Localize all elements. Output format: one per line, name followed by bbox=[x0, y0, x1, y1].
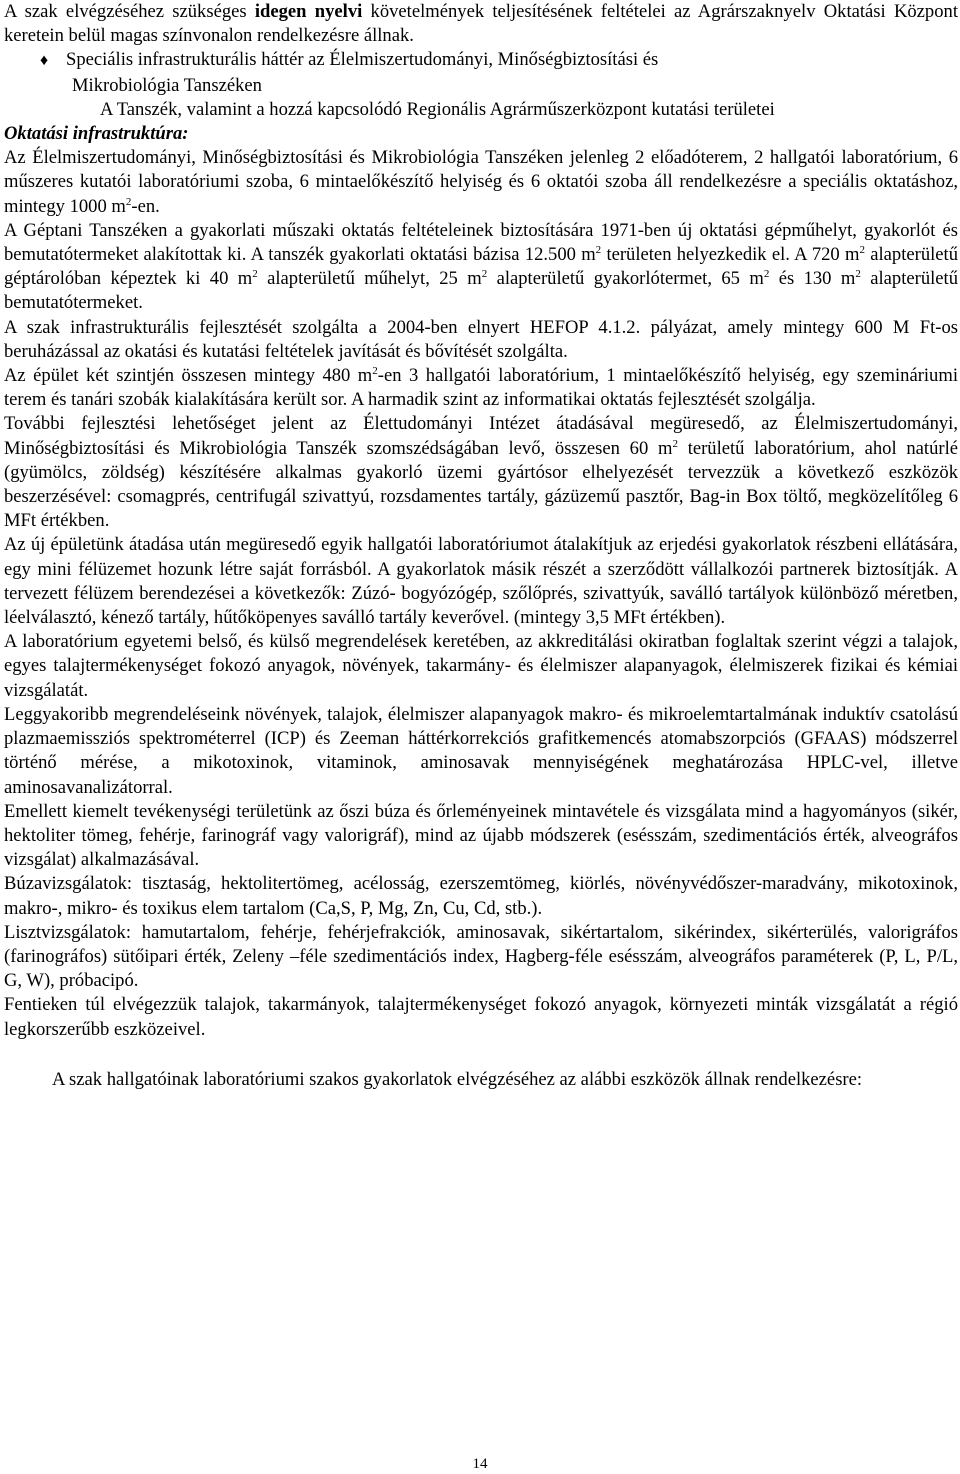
text-run: -en 3 hallgatói laboratórium, 1 mintaelőkészítő helyiség, egy szemináriumi terem és tanári szobák kialakítására került sor. A harmadik szint az informatikai oktatás fejlesztését szolgálja. bbox=[4, 365, 958, 411]
paragraph-language bbox=[4, 0, 958, 48]
text-run: területű laboratórium, ahol natúrlé (gyümölcs, zöldség) készítésére alkalmas gyakorló üzemi gyártósor elhelyezését tervezzük a következő eszközök beszerzésével: csomagprés, centrifugál szivattyú, rozsdamentes tartály, gázüzemű pasztőr, Bag-in Box töltő, megközelítőleg 6 MFt értékben. bbox=[4, 437, 958, 532]
paragraph-laboratory: A laboratórium egyetemi belső, és külső megrendelések keretében, az akkreditálási okiratban foglaltak szerint végzi a talajok, egyes talajtermékenységet fokozó anyagok, növények, takarmány- és élelmiszer alapanyagok, élelmiszerek fizikai és kémiai vizsgálatát. bbox=[4, 631, 958, 701]
text-run: követelmények teljesítésének feltételei az Agrárszaknyelv Oktatási Központ keretein belül magas színvonalon rendelkezésre állnak. bbox=[4, 1, 958, 47]
text-run: További fejlesztési lehetőséget jelent az Élettudományi Intézet átadásával megüresedő, az Élelmiszertudományi, Minőségbiztosítási és Mikrobiológia Tanszék szomszédságában levő, összesen 60 m bbox=[4, 413, 958, 459]
bullet-text: Speciális infrastrukturális háttér az Élelmiszertudományi, Minőségbiztosítási és bbox=[66, 49, 659, 71]
section-heading: Oktatási infrastruktúra: bbox=[4, 123, 189, 145]
paragraph-equipment-intro: A szak hallgatóinak laboratóriumi szakos gyakorlatok elvégzéséhez az alábbi eszközök állnak rendelkezésre: bbox=[52, 1068, 863, 1090]
paragraph-flour-tests: Lisztvizsgálatok: hamutartalom, fehérje, fehérjefrakciók, aminosavak, sikértartalom, sikérindex, sikérterülés, valorigráfos (farinográfos) sütőipari érték, Zeleny –féle szedimentációs index, Hagberg-féle esésszám, alveográfos paraméterek (P, L, P/L, G, W), próbacipó. bbox=[4, 921, 958, 992]
page-number: 14 bbox=[472, 1456, 488, 1472]
paragraph-development bbox=[4, 412, 958, 533]
paragraph-wheat: Emellett kiemelt tevékenységi területünk az őszi búza és őrleményeinek mintavétele és vizsgálata mind a hagyományos (sikér, hektoliter tömeg, fehérje, farinográf vagy valorigráf), mind az újabb módszerek (esésszám, szedimentációs érték, alveográfos vizsgálat) alkalmazásával. bbox=[4, 800, 958, 871]
paragraph-other-tests: Fentieken túl elvégezzük talajok, takarmányok, talajtermékenységet fokozó anyagok, környezeti minták vizsgálatát a régió legkorszerűbb eszközeivel. bbox=[4, 994, 958, 1040]
superscript: 2 bbox=[595, 243, 602, 256]
paragraph-hefop: A szak infrastrukturális fejlesztését szolgálta a 2004-ben elnyert HEFOP 4.1.2. pályázat, amely mintegy 600 M Ft-os beruházással az okatási és kutatási feltételek javítását és bővítését szolgálta. bbox=[4, 316, 958, 362]
superscript: 2 bbox=[125, 195, 132, 208]
text-run: alapterületű bemutatótermeket. bbox=[4, 268, 958, 314]
text-run: és 130 m bbox=[769, 268, 856, 290]
text-run: alapterületű műhelyt, 25 m bbox=[257, 268, 482, 290]
text-run: alapterületű géptárolóban képeztek ki 40 m bbox=[4, 244, 958, 290]
superscript: 2 bbox=[481, 268, 488, 281]
text-run: alapterületű gyakorlótermet, 65 m bbox=[487, 268, 764, 290]
superscript: 2 bbox=[252, 268, 258, 281]
bullet-item bbox=[4, 48, 958, 73]
paragraph-geptani bbox=[4, 219, 958, 316]
text-run: Az Élelmiszertudományi, Minőségbiztosítási és Mikrobiológia Tanszéken jelenleg 2 előadóterem, 2 hallgatói laboratórium, 6 műszeres kutatói laboratóriumi szoba, 6 mintaelőkészítő helyiség és 6 oktatói szoba áll rendelkezésre a speciális oktatáshoz, mintegy 1000 m bbox=[4, 147, 958, 217]
text-run: területen helyezkedik el. A 720 m bbox=[601, 244, 860, 266]
superscript: 2 bbox=[372, 364, 378, 377]
paragraph-infrastructure bbox=[4, 146, 958, 219]
paragraph-orders: Leggyakoribb megrendeléseink növények, talajok, élelmiszer alapanyagok makro- és mikroelemtartalmának induktív csatolású plazmaemissziós spektrométerrel (ICP) és Zeeman háttérkorrekciós grafitkemencés atomabszorpciós (GFAAS) módszerrel történő mérése, a mikotoxinok, vitaminok, aminosavak mennyiségének meghatározása HPLC-vel, illetve aminosavanalizátorral. bbox=[4, 703, 958, 798]
text-run: Az épület két szintjén összesen mintegy 480 m bbox=[4, 365, 373, 387]
superscript: 2 bbox=[763, 268, 770, 281]
page-content bbox=[4, 0, 958, 1092]
bold-text: idegen nyelvi bbox=[254, 1, 363, 22]
paragraph-spacer bbox=[4, 1042, 958, 1068]
text-run: A szak elvégzéséhez szükséges bbox=[4, 1, 255, 22]
paragraph-wheat-tests: Búzavizsgálatok: tisztaság, hektolitertömeg, acélosság, ezerszemtömeg, kiörlés, növényvédőszer-maradvány, mikotoxinok, makro-, mikro- és toxikus elem tartalom (Ca,S, P, Mg, Zn, Cu, Cd, stb.). bbox=[4, 873, 958, 919]
superscript: 2 bbox=[672, 437, 678, 450]
superscript: 2 bbox=[855, 268, 861, 281]
text-run: A Géptani Tanszéken a gyakorlati műszaki oktatás feltételeinek biztosítására 1971-ben új oktatási gépműhelyt, gyakorlót és bemutatótermeket alakítottak ki. A tanszék gyakorlati oktatási bázisa 12.500 m bbox=[4, 219, 958, 266]
text-run: -en. bbox=[131, 195, 160, 217]
diamond-bullet-icon: ♦ bbox=[40, 52, 49, 70]
sub-line: A Tanszék, valamint a hozzá kapcsolódó Regionális Agrárműszerközpont kutatási területei bbox=[100, 98, 775, 120]
paragraph-mini-plant: Az új épületünk átadása után megüresedő egyik hallgatói laboratóriumot átalakítjuk az erjedési gyakorlatok részbeni ellátására, egy mini félüzemet hozunk létre saját forrásból. A gyakorlatok másik részét a szerződött vállalkozói partnerek biztosítják. A tervezett félüzem berendezései a következők: Zúzó- bogyózógép, szőlőprés, szivattyúk, saválló tartályok különböző méretben, léelválasztó, kénező tartály, hűtőköpenyes saválló tartály keverővel. (mintegy 3,5 MFt értékben). bbox=[4, 534, 958, 629]
paragraph-building bbox=[4, 364, 958, 412]
superscript: 2 bbox=[859, 243, 865, 256]
bullet-text-continuation: Mikrobiológia Tanszéken bbox=[72, 74, 262, 96]
